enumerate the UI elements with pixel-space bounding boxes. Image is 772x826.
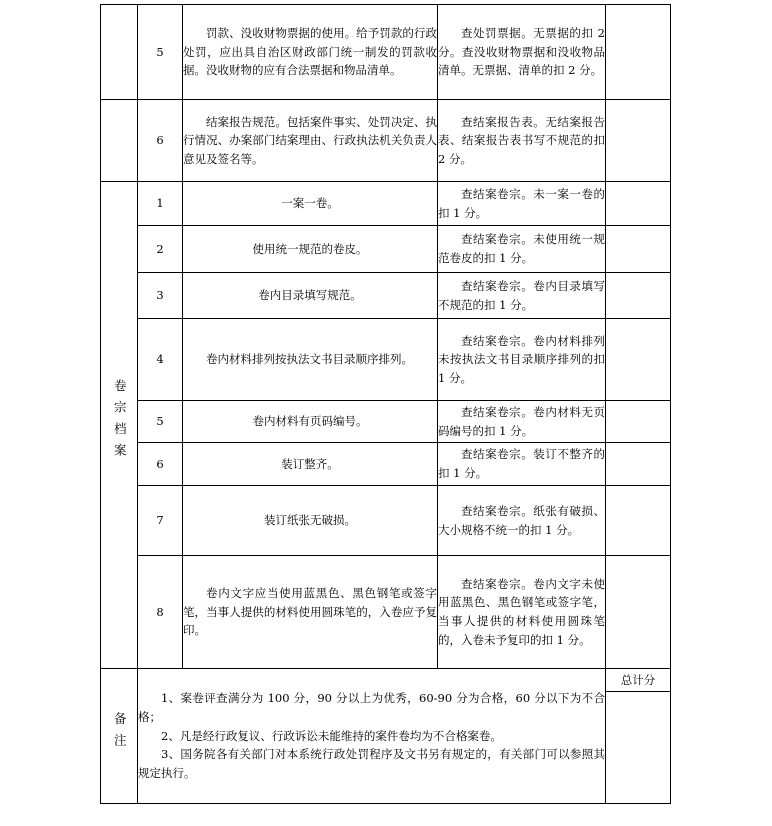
description-text: 卷内材料有页码编号。 <box>252 414 368 429</box>
check-method-text: 查结案卷宗。卷内目录填写不规范的扣 1 分。 <box>438 278 605 312</box>
check-method-text: 查结案卷宗。卷内文字未使用蓝黑色、黑色钢笔或签字笔，当事人提供的材料使用圆珠笔的，入卷未予复印的扣 1 分。 <box>438 576 605 647</box>
row-check-method <box>438 401 606 443</box>
check-method-text: 查处罚票据。无票据的扣 2 分。查没收财物票据和没收物品清单。无票据、清单的扣 2 分。 <box>438 26 605 78</box>
row-number: 6 <box>138 100 183 182</box>
row-check-method <box>438 319 606 401</box>
table-row <box>101 5 671 100</box>
row-check-method <box>438 182 606 226</box>
description-text: 罚款、没收财物票据的使用。给予罚款的行政处罚，应出具自治区财政部门统一制发的罚款收据。没收财物的应有合法票据和物品清单。 <box>183 26 437 78</box>
description-text: 结案报告规范。包括案件事实、处罚决定、执行情况、办案部门结案理由、行政执法机关负责人意见及签名等。 <box>183 114 437 166</box>
row-check-method <box>438 273 606 319</box>
row-description <box>183 100 438 182</box>
table-row-notes <box>101 669 671 692</box>
row-description <box>183 5 438 100</box>
table-row <box>101 319 671 401</box>
description-text: 使用统一规范的卷皮。 <box>252 241 368 256</box>
check-method-text: 查结案卷宗。未一案一卷的扣 1 分。 <box>438 186 605 220</box>
note-item: 2、凡是经行政复议、行政诉讼未能维持的案件卷均为不合格案卷。 <box>161 728 502 743</box>
check-method-text: 查结案报告表。无结案报告表、结案报告表书写不规范的扣 2 分。 <box>438 114 605 166</box>
assessment-table <box>100 4 671 804</box>
row-description <box>183 273 438 319</box>
category-cell-continued <box>101 100 138 182</box>
row-check-method <box>438 100 606 182</box>
table-row <box>101 182 671 226</box>
total-score-label: 总计分 <box>606 669 671 692</box>
row-number: 8 <box>138 556 183 669</box>
row-description <box>183 319 438 401</box>
note-label-cell <box>101 669 138 804</box>
row-description <box>183 443 438 486</box>
row-score-cell[interactable] <box>606 486 671 556</box>
table-row <box>101 401 671 443</box>
row-score-cell[interactable] <box>606 273 671 319</box>
row-check-method <box>438 226 606 273</box>
description-text: 一案一卷。 <box>281 196 339 211</box>
row-description <box>183 401 438 443</box>
row-number: 4 <box>138 319 183 401</box>
table-row <box>101 100 671 182</box>
row-number: 3 <box>138 273 183 319</box>
description-text: 装订纸张无破损。 <box>264 513 356 528</box>
total-score-value[interactable] <box>606 692 671 804</box>
description-text: 卷内材料排列按执法文书目录顺序排列。 <box>206 352 413 367</box>
row-score-cell[interactable] <box>606 182 671 226</box>
category-label: 卷宗档案 <box>112 379 128 466</box>
description-text: 装订整齐。 <box>281 456 339 471</box>
row-description <box>183 486 438 556</box>
row-number: 1 <box>138 182 183 226</box>
row-description <box>183 226 438 273</box>
category-cell-archive <box>101 182 138 669</box>
note-item: 3、国务院各有关部门对本系统行政处罚程序及文书另有规定的，有关部门可以参照其规定执行。 <box>138 747 605 780</box>
row-number: 6 <box>138 443 183 486</box>
row-description <box>183 556 438 669</box>
check-method-text: 查结案卷宗。纸张有破损、大小规格不统一的扣 1 分。 <box>438 503 605 537</box>
table-row <box>101 556 671 669</box>
check-method-text: 查结案卷宗。卷内材料无页码编号的扣 1 分。 <box>438 404 605 438</box>
row-score-cell[interactable] <box>606 100 671 182</box>
row-check-method <box>438 443 606 486</box>
row-score-cell[interactable] <box>606 5 671 100</box>
row-number: 7 <box>138 486 183 556</box>
row-number: 5 <box>138 5 183 100</box>
row-score-cell[interactable] <box>606 401 671 443</box>
check-method-text: 查结案卷宗。装订不整齐的扣 1 分。 <box>438 447 605 480</box>
table-row <box>101 486 671 556</box>
description-text: 卷内文字应当使用蓝黑色、黑色钢笔或签字笔，当事人提供的材料使用圆珠笔的，入卷应予复印。 <box>183 586 437 638</box>
row-check-method <box>438 556 606 669</box>
table-body <box>101 5 671 804</box>
note-item: 1、案卷评查满分为 100 分，90 分以上为优秀，60-90 分为合格，60 分以下为不合格； <box>138 691 605 725</box>
row-number: 2 <box>138 226 183 273</box>
row-number: 5 <box>138 401 183 443</box>
check-method-text: 查结案卷宗。未使用统一规范卷皮的扣 1 分。 <box>438 232 605 265</box>
check-method-text: 查结案卷宗。卷内材料排列未按执法文书目录顺序排列的扣 1 分。 <box>438 333 605 385</box>
table-row <box>101 273 671 319</box>
row-score-cell[interactable] <box>606 556 671 669</box>
row-description <box>183 182 438 226</box>
row-check-method <box>438 5 606 100</box>
notes-cell <box>138 669 606 804</box>
description-text: 卷内目录填写规范。 <box>258 288 362 303</box>
row-score-cell[interactable] <box>606 226 671 273</box>
table-row <box>101 226 671 273</box>
category-cell-continued <box>101 5 138 100</box>
table-row <box>101 443 671 486</box>
note-label: 备注 <box>112 711 128 755</box>
row-check-method <box>438 486 606 556</box>
row-score-cell[interactable] <box>606 443 671 486</box>
row-score-cell[interactable] <box>606 319 671 401</box>
